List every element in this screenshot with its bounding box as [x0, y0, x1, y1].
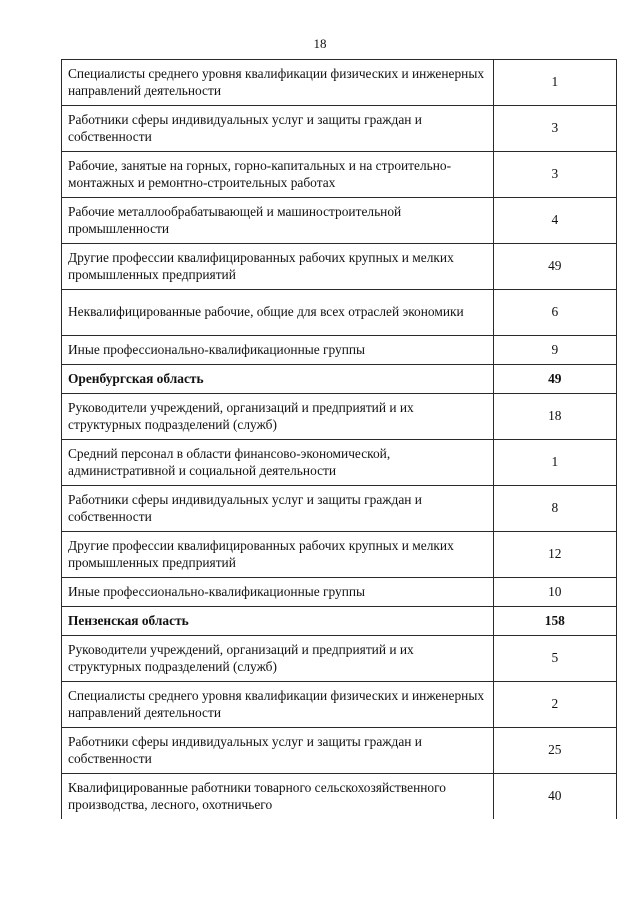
occupation-name: Средний персонал в области финансово-экономической, административной и социальной деятельности [62, 440, 494, 486]
occupation-count: 9 [493, 336, 616, 365]
occupation-count: 1 [493, 440, 616, 486]
occupation-name: Неквалифицированные рабочие, общие для всех отраслей экономики [62, 290, 494, 336]
table-row [62, 244, 617, 290]
region-name: Оренбургская область [62, 365, 494, 394]
occupation-count: 4 [493, 198, 616, 244]
occupation-name: Работники сферы индивидуальных услуг и защиты граждан и собственности [62, 728, 494, 774]
occupation-name: Иные профессионально-квалификационные группы [62, 336, 494, 365]
occupation-name: Руководители учреждений, организаций и предприятий и их структурных подразделений (служб) [62, 394, 494, 440]
occupation-table [61, 59, 617, 819]
occupation-count: 40 [493, 774, 616, 820]
region-name: Пензенская область [62, 607, 494, 636]
region-total: 49 [493, 365, 616, 394]
occupation-name: Работники сферы индивидуальных услуг и защиты граждан и собственности [62, 106, 494, 152]
occupation-name: Квалифицированные работники товарного сельскохозяйственного производства, лесного, охотничьего [62, 774, 494, 820]
table-row [62, 682, 617, 728]
table-row [62, 440, 617, 486]
occupation-count: 6 [493, 290, 616, 336]
table-row [62, 394, 617, 440]
occupation-name: Руководители учреждений, организаций и предприятий и их структурных подразделений (служб) [62, 636, 494, 682]
table-row [62, 198, 617, 244]
table-row [62, 290, 617, 336]
region-row [62, 365, 617, 394]
table-row [62, 728, 617, 774]
table-row [62, 774, 617, 820]
table-row [62, 636, 617, 682]
occupation-name: Рабочие, занятые на горных, горно-капитальных и на строительно-монтажных и ремонтно-строительных работах [62, 152, 494, 198]
occupation-name: Работники сферы индивидуальных услуг и защиты граждан и собственности [62, 486, 494, 532]
occupation-name: Иные профессионально-квалификационные группы [62, 578, 494, 607]
occupation-name: Специалисты среднего уровня квалификации физических и инженерных направлений деятельности [62, 682, 494, 728]
occupation-count: 3 [493, 106, 616, 152]
table-row [62, 60, 617, 106]
occupation-count: 49 [493, 244, 616, 290]
region-row [62, 607, 617, 636]
table-row [62, 336, 617, 365]
table-row [62, 578, 617, 607]
occupation-name: Рабочие металлообрабатывающей и машиностроительной промышленности [62, 198, 494, 244]
page-number: 18 [313, 36, 327, 51]
occupation-name: Другие профессии квалифицированных рабочих крупных и мелких промышленных предприятий [62, 244, 494, 290]
occupation-count: 2 [493, 682, 616, 728]
occupation-count: 18 [493, 394, 616, 440]
table-row [62, 486, 617, 532]
occupation-name: Другие профессии квалифицированных рабочих крупных и мелких промышленных предприятий [62, 532, 494, 578]
region-total: 158 [493, 607, 616, 636]
table-row [62, 152, 617, 198]
occupation-count: 10 [493, 578, 616, 607]
occupation-count: 25 [493, 728, 616, 774]
occupation-count: 8 [493, 486, 616, 532]
table-row [62, 106, 617, 152]
table-row [62, 532, 617, 578]
occupation-count: 5 [493, 636, 616, 682]
occupation-name: Специалисты среднего уровня квалификации физических и инженерных направлений деятельности [62, 60, 494, 106]
occupation-count: 3 [493, 152, 616, 198]
occupation-count: 1 [493, 60, 616, 106]
occupation-count: 12 [493, 532, 616, 578]
